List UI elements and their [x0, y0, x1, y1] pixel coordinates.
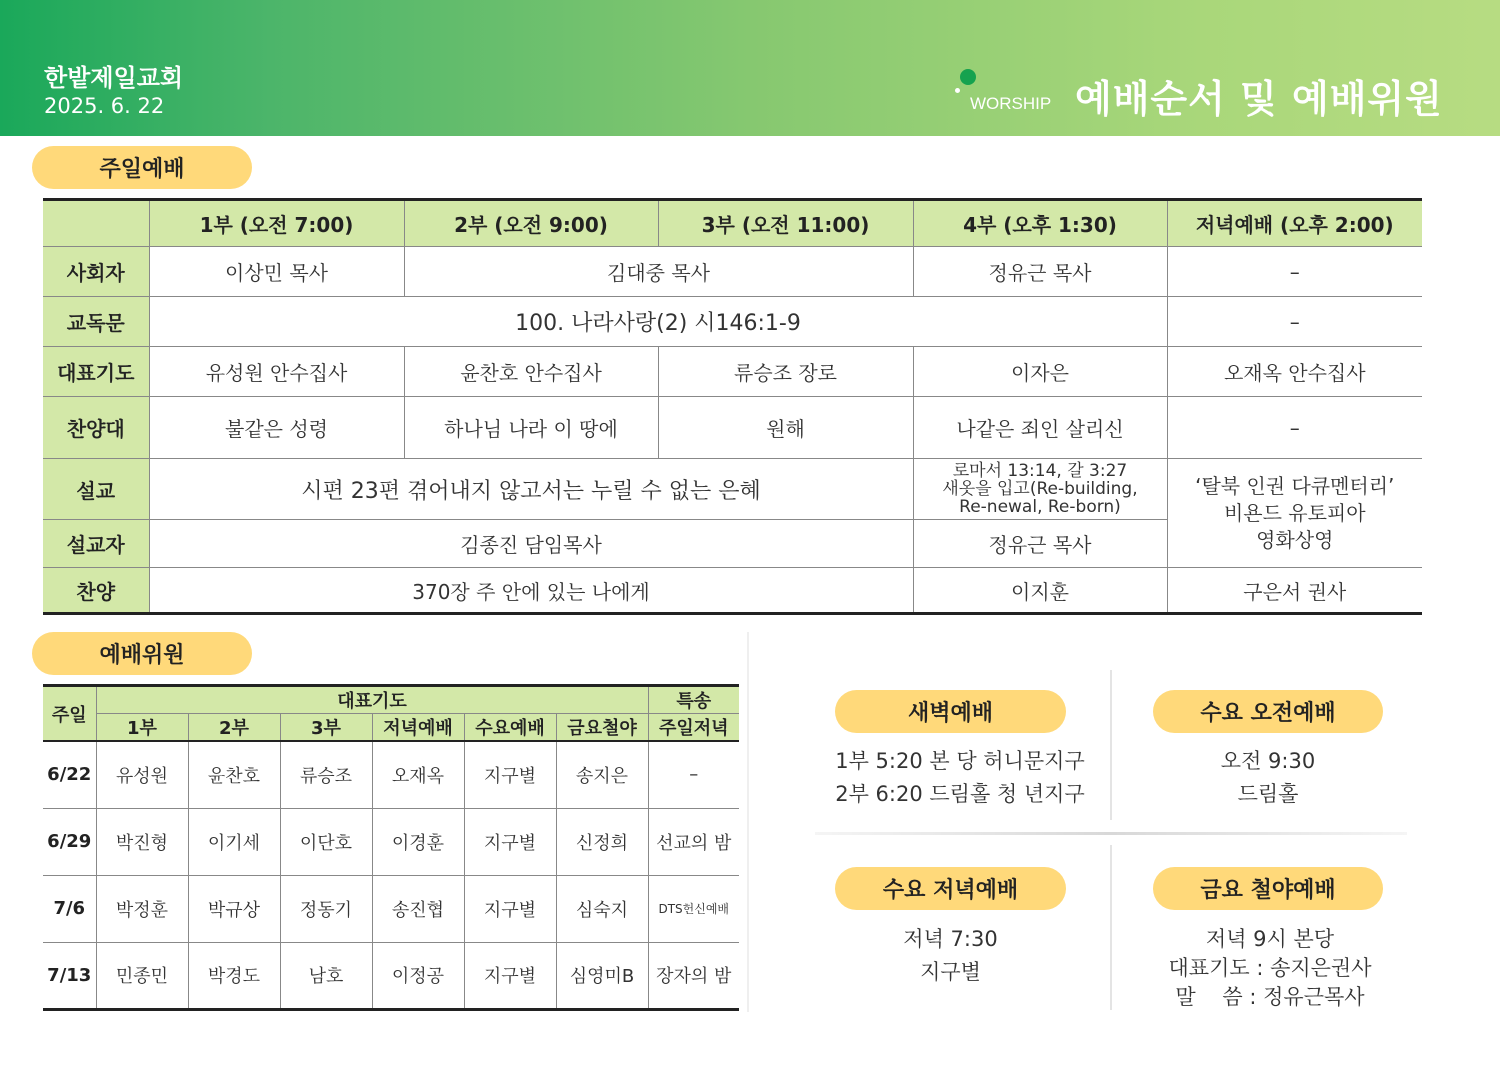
table-cell: 심영미B: [556, 942, 648, 1009]
page-header: [0, 0, 1500, 136]
row-date: 6/29: [43, 808, 96, 875]
table-cell: 김대중 목사: [404, 247, 913, 297]
table-cell: 하나님 나라 이 땅에: [404, 397, 658, 459]
committee-header-row: [43, 686, 739, 714]
column-header: 특송: [648, 686, 739, 714]
table-cell: 오재옥 안수집사: [1167, 347, 1422, 397]
table-cell: 송진협: [372, 875, 464, 942]
friday-service-pill: 금요 철야예배: [1153, 867, 1383, 910]
table-cell: 이단호: [280, 808, 372, 875]
wednesday-evening-line: 지구별: [920, 960, 981, 984]
sermon-4-cell: [913, 459, 1167, 520]
table-row: [43, 942, 739, 1009]
row-date: 7/13: [43, 942, 96, 1009]
table-cell: 지구별: [464, 875, 556, 942]
table-cell: 김종진 담임목사: [149, 520, 913, 568]
column-subheader: 금요철야: [556, 714, 648, 742]
dawn-service-line: 1부 5:20 본 당 허니문지구: [835, 749, 1085, 773]
header-corner: [43, 200, 149, 247]
column-subheader: 주일저녁: [648, 714, 739, 742]
table-cell: 나같은 죄인 살리신: [913, 397, 1167, 459]
church-name: 한밭제일교회: [44, 64, 184, 92]
table-cell: 이기세: [188, 808, 280, 875]
column-subheader: 수요예배: [464, 714, 556, 742]
sermon-title-line: Re-newal, Re-born): [959, 497, 1121, 517]
wednesday-evening-line: 저녁 7:30: [903, 927, 998, 951]
row-label: 찬양대: [43, 397, 149, 459]
table-cell: 남호: [280, 942, 372, 1009]
friday-service-info: [1135, 925, 1405, 1012]
sunday-worship-pill: 주일예배: [32, 146, 252, 189]
row-label: 설교자: [43, 520, 149, 568]
row-label: 찬양: [43, 568, 149, 614]
table-cell: 유성원 안수집사: [149, 347, 404, 397]
committee-pill: 예배위원: [32, 632, 252, 675]
table-cell: –: [1167, 297, 1422, 347]
table-cell: 시편 23편 겪어내지 않고서는 누릴 수 없는 은혜: [149, 459, 913, 520]
friday-service-line: 말 씀 : 정유근목사: [1175, 985, 1365, 1009]
table-row: [43, 247, 1422, 297]
committee-subheader-row: [43, 714, 739, 742]
table-cell: DTS헌신예배: [648, 875, 739, 942]
row-label: 사회자: [43, 247, 149, 297]
dawn-service-info: [815, 745, 1105, 811]
table-cell: 선교의 밤: [648, 808, 739, 875]
table-cell: 류승조: [280, 741, 372, 808]
bulletin-date: 2025. 6. 22: [44, 94, 165, 118]
friday-service-line: 저녁 9시 본당: [1205, 927, 1335, 951]
table-cell: 박규상: [188, 875, 280, 942]
divider-horizontal: [815, 832, 1407, 835]
table-cell: 윤찬호: [188, 741, 280, 808]
evening-sermon-line: 영화상영: [1256, 527, 1334, 552]
table-cell: 원해: [658, 397, 913, 459]
table-row: [43, 808, 739, 875]
table-cell: 송지은: [556, 741, 648, 808]
wednesday-evening-info: [835, 923, 1066, 989]
table-row: [43, 875, 739, 942]
table-row: [43, 741, 739, 808]
table-cell: 유성원: [96, 741, 188, 808]
table-cell: 장자의 밤: [648, 942, 739, 1009]
table-cell: 박경도: [188, 942, 280, 1009]
table-cell: 신정희: [556, 808, 648, 875]
column-header: 대표기도: [96, 686, 648, 714]
column-subheader: 저녁예배: [372, 714, 464, 742]
table-header-row: [43, 200, 1422, 247]
committee-table: [43, 684, 739, 1011]
evening-sermon-line: ‘탈북 인권 다큐멘터리’: [1195, 473, 1395, 498]
table-cell: 박진형: [96, 808, 188, 875]
table-cell: 박정훈: [96, 875, 188, 942]
worship-label: WORSHIP: [970, 94, 1052, 113]
table-cell: 오재옥: [372, 741, 464, 808]
column-header: 저녁예배 (오후 2:00): [1167, 200, 1422, 247]
wednesday-evening-pill: 수요 저녁예배: [835, 867, 1066, 910]
table-row: [43, 459, 1422, 520]
table-cell: 지구별: [464, 808, 556, 875]
column-header: 2부 (오전 9:00): [404, 200, 658, 247]
divider-vertical: [1110, 670, 1112, 820]
table-cell: 심숙지: [556, 875, 648, 942]
column-header: 4부 (오후 1:30): [913, 200, 1167, 247]
evening-sermon-line: 비욘드 유토피아: [1223, 500, 1366, 525]
table-cell: 윤찬호 안수집사: [404, 347, 658, 397]
table-row: [43, 347, 1422, 397]
table-cell: 100. 나라사랑(2) 시146:1-9: [149, 297, 1167, 347]
wednesday-morning-info: [1153, 745, 1383, 811]
column-header: 3부 (오전 11:00): [658, 200, 913, 247]
wednesday-morning-line: 드림홀: [1237, 782, 1299, 806]
table-row: [43, 397, 1422, 459]
sermon-title-line: 새옷을 입고(Re-building,: [942, 479, 1138, 499]
table-cell: 지구별: [464, 741, 556, 808]
divider-vertical: [1110, 845, 1112, 1010]
green-dot-icon: [960, 69, 976, 85]
table-cell: 류승조 장로: [658, 347, 913, 397]
table-cell: 구은서 권사: [1167, 568, 1422, 614]
row-label: 교독문: [43, 297, 149, 347]
table-cell: –: [648, 741, 739, 808]
table-cell: 이자은: [913, 347, 1167, 397]
table-cell: 정유근 목사: [913, 247, 1167, 297]
evening-sermon-cell: [1167, 459, 1422, 568]
table-cell: 370장 주 안에 있는 나에게: [149, 568, 913, 614]
column-subheader: 3부: [280, 714, 372, 742]
table-cell: –: [1167, 397, 1422, 459]
table-cell: –: [1167, 247, 1422, 297]
white-dot-icon: [955, 88, 960, 93]
table-cell: 이상민 목사: [149, 247, 404, 297]
table-cell: 지구별: [464, 942, 556, 1009]
table-cell: 정유근 목사: [913, 520, 1167, 568]
sunday-worship-table: [43, 198, 1422, 615]
page-title: 예배순서 및 예배위원: [1075, 77, 1443, 121]
panel-divider: [747, 632, 749, 1012]
row-date: 6/22: [43, 741, 96, 808]
column-header: 1부 (오전 7:00): [149, 200, 404, 247]
sermon-scripture: 로마서 13:14, 갈 3:27: [952, 461, 1128, 481]
column-header: 주일: [43, 686, 96, 742]
column-subheader: 2부: [188, 714, 280, 742]
column-subheader: 1부: [96, 714, 188, 742]
table-cell: 이정공: [372, 942, 464, 1009]
dawn-service-line: 2부 6:20 드림홀 청 년지구: [835, 782, 1085, 806]
table-cell: 정동기: [280, 875, 372, 942]
dawn-service-pill: 새벽예배: [835, 690, 1066, 733]
row-label: 대표기도: [43, 347, 149, 397]
row-label: 설교: [43, 459, 149, 520]
wednesday-morning-line: 오전 9:30: [1220, 749, 1316, 773]
table-cell: 이지훈: [913, 568, 1167, 614]
table-row: [43, 568, 1422, 614]
table-cell: 민종민: [96, 942, 188, 1009]
table-cell: 이경훈: [372, 808, 464, 875]
table-row: [43, 297, 1422, 347]
wednesday-morning-pill: 수요 오전예배: [1153, 690, 1383, 733]
table-cell: 불같은 성령: [149, 397, 404, 459]
row-date: 7/6: [43, 875, 96, 942]
friday-service-line: 대표기도 : 송지은권사: [1168, 956, 1372, 980]
